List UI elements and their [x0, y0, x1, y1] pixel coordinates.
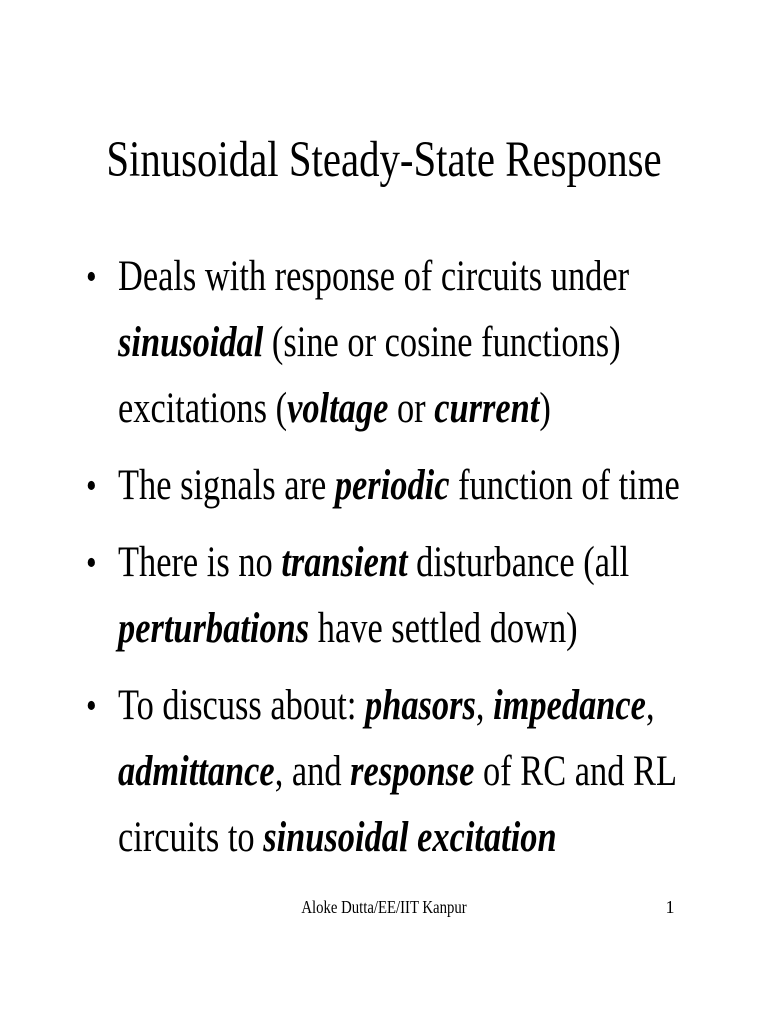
text-run: ,	[475, 682, 494, 729]
text-run: To discuss about:	[118, 682, 365, 729]
bullet-line	[118, 805, 694, 871]
emphasis-text: periodic	[334, 462, 450, 509]
bullet-dot-icon: •	[86, 685, 97, 727]
bullet-line	[118, 530, 694, 596]
emphasis-text: sinusoidal	[118, 319, 264, 366]
emphasis-text: transient	[281, 539, 408, 586]
emphasis-text: response	[350, 748, 475, 795]
bullet-line	[118, 596, 694, 662]
text-run: circuits to	[118, 814, 264, 861]
bullet-dot-icon: •	[86, 465, 97, 507]
bullet-line	[118, 739, 694, 805]
bullet-line	[118, 376, 694, 442]
bullet-dot-icon: •	[86, 542, 97, 584]
emphasis-text: current	[434, 385, 540, 432]
emphasis-text: perturbations	[118, 605, 310, 652]
bullet-line	[118, 453, 694, 519]
bullet-dot-icon: •	[86, 256, 97, 298]
text-run: (sine or cosine functions)	[263, 319, 621, 366]
page-number: 1	[665, 897, 675, 917]
bullet-list	[86, 244, 694, 882]
emphasis-text: sinusoidal excitation	[263, 814, 557, 861]
text-run: excitations (	[118, 385, 288, 432]
footer-credit: Aloke Dutta/EE/IIT Kanpur	[301, 897, 467, 917]
emphasis-text: impedance	[493, 682, 646, 729]
bullet-item	[86, 673, 694, 871]
text-run: function of time	[449, 462, 680, 509]
bullet-item	[86, 244, 694, 442]
bullet-line	[118, 310, 694, 376]
text-run: The signals are	[118, 462, 335, 509]
text-run: have settled down)	[309, 605, 578, 652]
emphasis-text: phasors	[364, 682, 476, 729]
text-run: Deals with response of circuits under	[118, 253, 630, 300]
text-run: ,	[645, 682, 655, 729]
text-run: There is no	[118, 539, 282, 586]
bullet-line	[118, 244, 694, 310]
bullet-item	[86, 453, 694, 519]
text-run: or	[388, 385, 435, 432]
bullet-line	[118, 673, 694, 739]
emphasis-text: voltage	[287, 385, 389, 432]
emphasis-text: admittance	[118, 748, 275, 795]
text-run: )	[539, 385, 551, 432]
slide-title: Sinusoidal Steady-State Response	[106, 132, 662, 188]
text-run: of RC and RL	[474, 748, 677, 795]
text-run: disturbance (all	[407, 539, 630, 586]
bullet-item	[86, 530, 694, 662]
text-run: , and	[274, 748, 351, 795]
